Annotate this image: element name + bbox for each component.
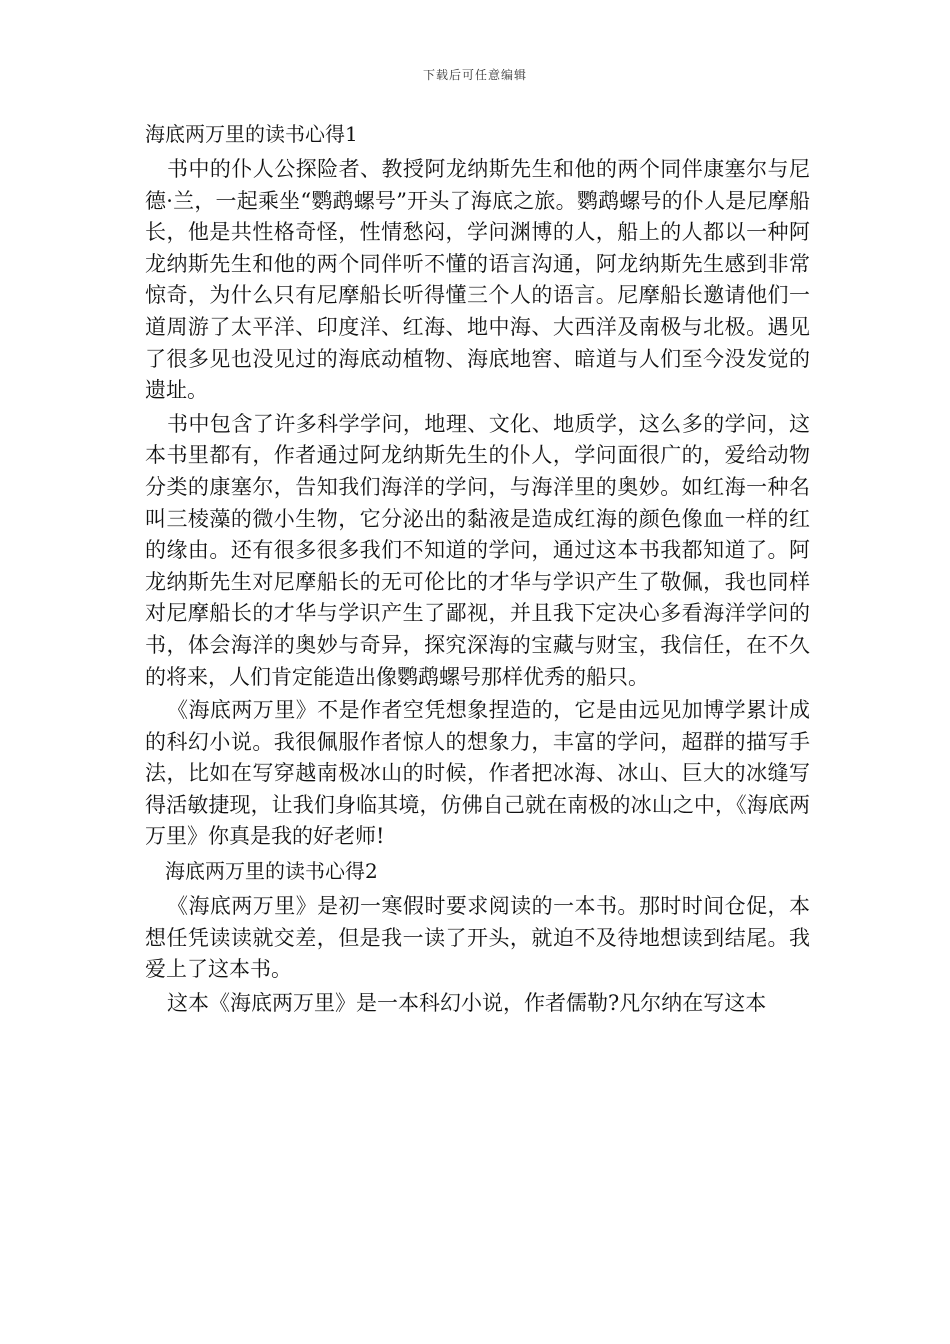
section-title-1: 海底两万里的读书心得1 xyxy=(145,122,358,146)
paragraph-5: 这本《海底两万里》是一本科幻小说，作者儒勒?凡尔纳在写这本 xyxy=(167,990,767,1015)
section-title-2: 海底两万里的读书心得2 xyxy=(165,859,378,884)
paragraph-2: 书中包含了许多科学学问，地理、文化、地质学，这么多的学问，这本书里都有，作者通过阿龙纳斯先生的仆人，学问面很广的，爱给动物分类的康塞尔，告知我们海洋的学问，与海洋里的奥妙。如红海一种名叫三棱藻的微小生物，它分泌出的黏液是造成红海的颜色像血一样的红的缘由。还有很多很多我们不知道的学问，通过这本书我都知道了。阿龙纳斯先生对尼摩船长的无可伦比的才华与学识产生了敬佩，我也同样对尼摩船长的才华与学识产生了鄙视，并且我下定决心多看海洋学问的书，体会海洋的奥妙与奇异，探究深海的宝藏与财宝，我信任，在不久的将来，人们肯定能造出像鹦鹉螺号那样优秀的船只。 xyxy=(145,411,810,689)
paragraph-3: 《海底两万里》不是作者空凭想象捏造的，它是由远见加博学累计成的科幻小说。我很佩服作者惊人的想象力，丰富的学问，超群的描写手法，比如在写穿越南极冰山的时候，作者把冰海、冰山、巨大的冰缝写得活敏捷现，让我们身临其境，仿佛自己就在南极的冰山之中，《海底两万里》你真是我的好老师! xyxy=(145,698,810,849)
page-header: 下载后可任意编辑 xyxy=(422,68,527,82)
paragraph-1: 书中的仆人公探险者、教授阿龙纳斯先生和他的两个同伴康塞尔与尼德·兰，一起乘坐“鹦鹉螺号”开头了海底之旅。鹦鹉螺号的仆人是尼摩船长，他是共性格奇怪，性情愁闷，学问渊博的人，船上的人都以一种阿龙纳斯先生和他的两个同伴听不懂的语言沟通，阿龙纳斯先生感到非常惊奇，为什么只有尼摩船长听得懂三个人的语言。尼摩船长邀请他们一道周游了太平洋、印度洋、红海、地中海、大西洋及南极与北极。遇见了很多见也没见过的海底动植物、海底地窖、暗道与人们至今没发觉的遗址。 xyxy=(145,157,810,403)
paragraph-4: 《海底两万里》是初一寒假时要求阅读的一本书。那时时间仓促，本想任凭读读就交差，但是我一读了开头，就迫不及待地想读到结尾。我爱上了这本书。 xyxy=(145,894,810,982)
document-body xyxy=(145,118,810,1021)
